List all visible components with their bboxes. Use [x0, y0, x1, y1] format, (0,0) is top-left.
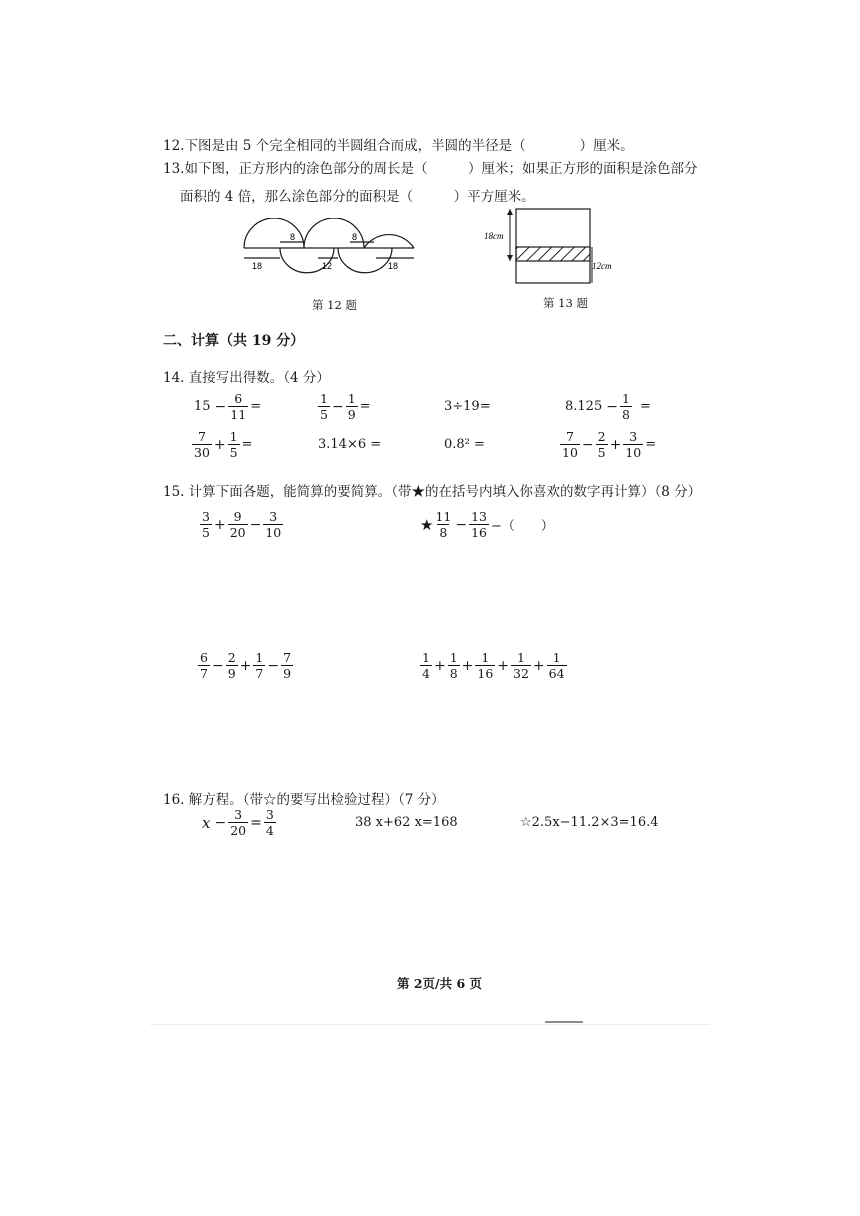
scan-artifact-line: [150, 1024, 710, 1025]
fig12-label-gap1: 8: [290, 232, 296, 242]
q14-item-d: 8.125 − $\frac{1}{8}$ =: [565, 391, 651, 423]
q14-item-g: 0.8² =: [444, 437, 485, 452]
q15-item-c: $\frac{6}{7}$ − $\frac{2}{9}$ + $\frac{1}{7}$ − $\frac{7}{9}$: [200, 650, 292, 682]
top-semicircle-right: [364, 235, 414, 248]
page-number-footer: 第 2页/共 6 页: [397, 976, 483, 991]
q16-item-b: 38 x+62 x=168: [355, 815, 458, 830]
question-16-title: 16. 解方程。（带☆的要写出检验过程）（7 分）: [163, 792, 445, 808]
star-icon: ★: [420, 515, 434, 534]
fig12-label-gap2: 8: [352, 232, 358, 242]
q14-item-e: $\frac{7}{30}$ + $\frac{1}{5}$ =: [194, 429, 253, 461]
q14-item-c: 3÷19=: [444, 399, 491, 414]
q14-item-h: $\frac{7}{10}$ − $\frac{2}{5}$ + $\frac{3}{10}$ =: [562, 429, 657, 461]
bottom-semicircle-right: [338, 248, 392, 273]
q15-item-b: ★ $\frac{11}{8}$ − $\frac{13}{16}$ −（ ）: [420, 509, 554, 541]
q16-item-a: x − $\frac{3}{20}$ = $\frac{3}{4}$: [202, 807, 274, 839]
fig13-height-label: 18cm: [484, 231, 504, 241]
figure-13-caption: 第 13 题: [543, 296, 588, 310]
figure-12-semicircles: [238, 218, 418, 280]
question-15-title: 15. 计算下面各题，能简算的要简算。（带★的在括号内填入你喜欢的数字再计算）（8 分）: [163, 484, 702, 500]
question-13-line-1: 13.如下图，正方形内的涂色部分的周长是（ ）厘米；如果正方形的面积是涂色部分: [163, 161, 698, 177]
square-outline: [516, 209, 590, 283]
q14-item-b: $\frac{1}{5}$ − $\frac{1}{9}$ =: [320, 391, 371, 423]
q15-item-d: $\frac{1}{4}$ + $\frac{1}{8}$ + $\frac{1}{16}$ + $\frac{1}{32}$ + $\frac{1}{64}$: [422, 650, 565, 682]
figure-12-caption: 第 12 题: [312, 298, 357, 312]
q14-item-f: 3.14×6 =: [318, 437, 382, 452]
scan-artifact-mark: [545, 1021, 583, 1023]
shaded-stripe: [516, 247, 590, 261]
question-12: 12.下图是由 5 个完全相同的半圆组合而成，半圆的半径是（ ）厘米。: [163, 138, 634, 154]
q15-item-a: $\frac{3}{5}$ + $\frac{9}{20}$ − $\frac{3}{10}$: [202, 509, 282, 541]
question-14-title: 14. 直接写出得数。（4 分）: [163, 370, 330, 386]
fig12-label-mid: 12: [322, 261, 333, 271]
fig12-label-right: 18: [388, 261, 399, 271]
fig12-label-left: 18: [252, 261, 263, 271]
q16-item-c: ☆2.5x−11.2×3=16.4: [520, 815, 659, 830]
fig13-stripe-label: 12cm: [592, 261, 612, 271]
section-2-heading: 二、计算（共 19 分）: [163, 333, 305, 349]
question-13-line-2: 面积的 4 倍，那么涂色部分的面积是（ ）平方厘米。: [180, 189, 535, 205]
figure-13-square: [480, 205, 630, 287]
q14-item-a: 15 − $\frac{6}{11}$ =: [194, 391, 262, 423]
